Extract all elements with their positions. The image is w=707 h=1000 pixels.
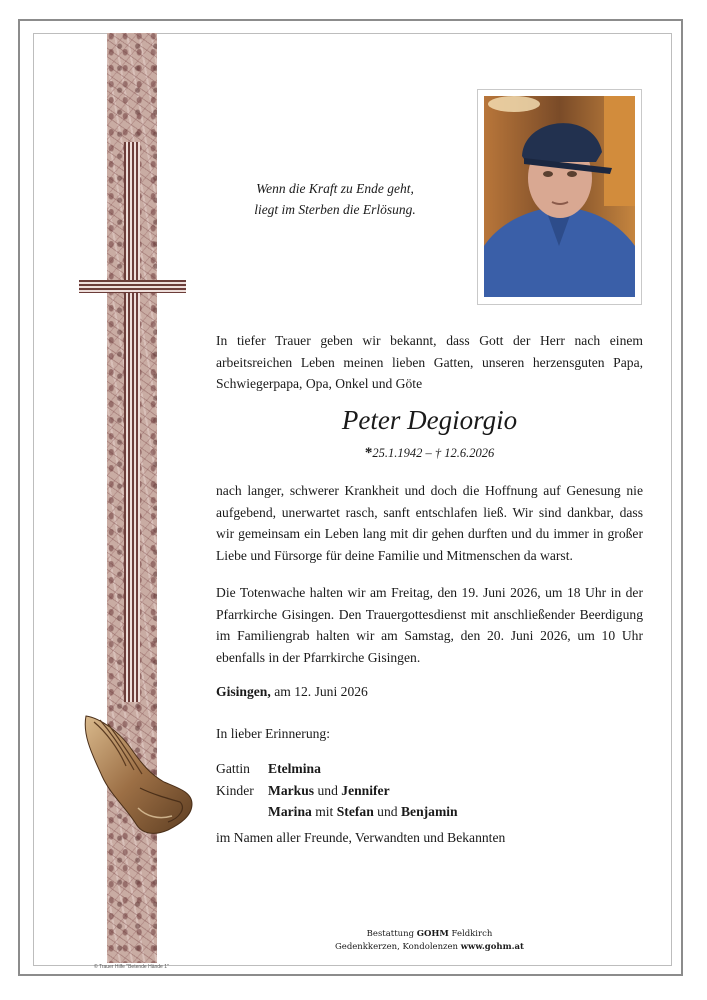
child2-and: und [377,804,398,819]
spouse-name: Etelmina [268,761,321,776]
place-date [216,684,368,700]
undertaker-line-1 [216,928,643,941]
undertaker-brand: GOHM [416,929,449,939]
birth-symbol: * [364,445,373,461]
date-separator: – [425,446,432,460]
place: Gisingen, [216,684,271,699]
family-list [216,758,458,823]
date: am 12. Juni 2026 [274,684,368,699]
child2-kid: Benjamin [400,804,458,819]
undertaker-line-2 [216,941,643,954]
quote-line-1: Wenn die Kraft zu Ende geht, [256,181,414,196]
death-symbol: † [434,446,442,460]
praying-hands-icon [80,712,196,838]
child2-name: Marina [268,804,312,819]
children-label: Kinder [216,782,254,798]
deceased-name: Peter Degiorgio [341,405,518,435]
family-row-children [216,780,458,802]
undertaker-services: Gedenkkerzen, Kondolenzen [335,942,459,952]
life-dates [216,445,643,462]
undertaker-prefix: Bestattung [366,929,415,939]
cross-horizontal-bar [79,280,186,293]
child2-partner: Stefan [336,804,374,819]
portrait-photo [484,96,635,297]
undertaker-website[interactable]: www.gohm.at [460,942,524,952]
family-row-children-2 [216,801,458,823]
paragraph-illness: nach langer, schwerer Krankheit und doch die Hoffnung auf Genesung nie aufgebend, unerwartet rasch, sanft entschlafen ließ. Wir sind dankbar, dass wir gemeinsam ein Leben lang mit dir gehen durften und du immer in großer Liebe und Fürsorge für deine Familie und Mitmenschen da warst. [216,483,643,563]
death-date: 12.6.2026 [444,446,495,460]
copyright-note: © Trauer Hilfe "Betende Hände 1" [94,964,169,970]
child1-and: und [317,782,338,798]
birth-date: 25.1.1942 [372,446,423,460]
child1-name: Markus [268,782,315,798]
child2-with: mit [315,804,334,819]
memory-line: In lieber Erinnerung: [216,726,330,741]
spouse-label: Gattin [216,761,250,776]
family-row-spouse [216,758,458,780]
undertaker-footer [216,928,643,954]
cross-vertical-bar [124,142,140,702]
paragraph-service: Die Totenwache halten wir am Freitag, den 19. Juni 2026, um 18 Uhr in der Pfarrkirche Gisingen. Den Trauergottesdienst mit anschließender Beerdigung im Familiengrab halten wir am Samstag, den 20. Juni 2026, um 10 Uhr ebenfalls in der Pfarrkirche Gisingen. [216,585,643,665]
quote [212,178,458,220]
announcement-intro: In tiefer Trauer geben wir bekannt, dass Gott der Herr nach einem arbeitsreichen Leben meinen lieben Gatten, unseren herzensguten Papa, Schwiegerpapa, Opa, Onkel und Göte [216,333,643,391]
closing-line: im Namen aller Freunde, Verwandten und Bekannten [216,830,506,845]
undertaker-town: Feldkirch [451,929,493,939]
child1-partner: Jennifer [341,782,390,798]
quote-line-2: liegt im Sterben die Erlösung. [254,202,416,217]
